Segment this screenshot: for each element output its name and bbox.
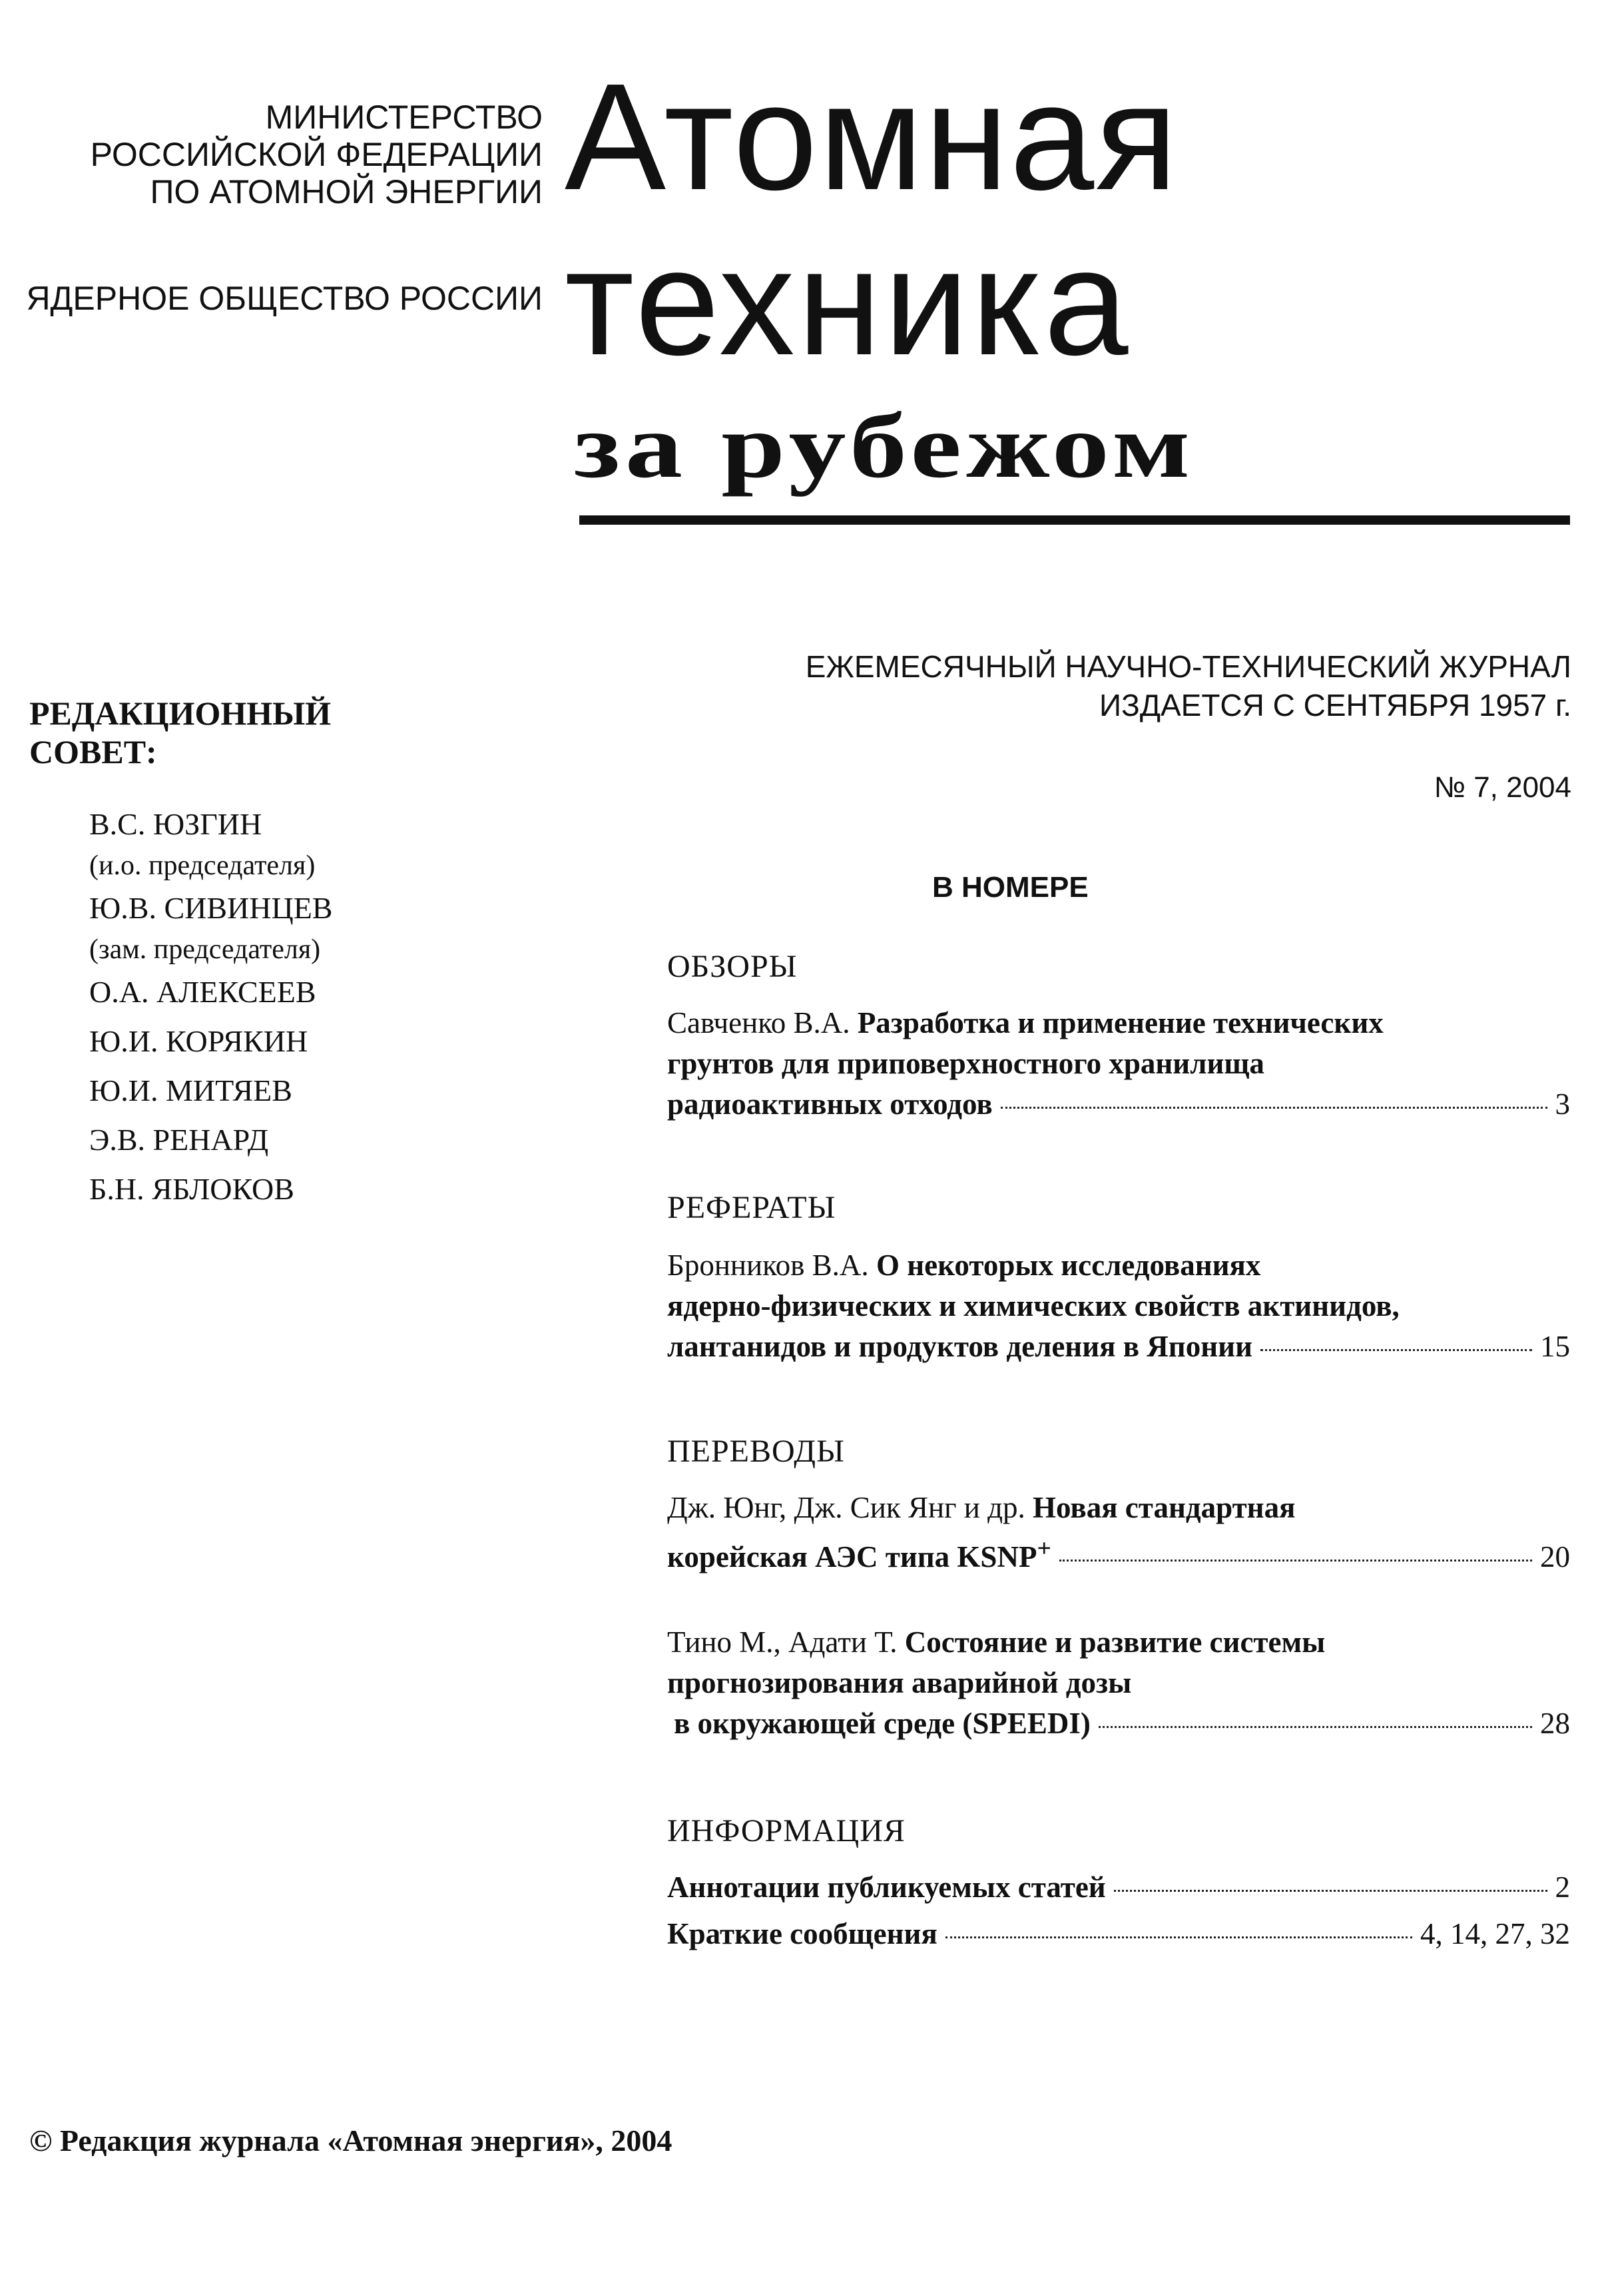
board-member-name: О.А. АЛЕКСЕЕВ (89, 975, 316, 1009)
entry-title: Краткие сообщения (667, 1917, 937, 1950)
journal-info (806, 647, 1571, 724)
entry-author: Савченко В.А. (667, 1006, 850, 1039)
entry-title: ядерно-физических и химических свойств актинидов, (667, 1289, 1400, 1322)
entry-title: О некоторых исследованиях (876, 1249, 1261, 1282)
board-member-role: (и.о. председателя) (89, 850, 316, 881)
contents-entry[interactable] (667, 1622, 1570, 1744)
ministry-name (91, 99, 543, 210)
leader-dots (1099, 1726, 1532, 1728)
entry-page: 28 (1540, 1707, 1570, 1740)
board-title (29, 694, 331, 771)
leader-dots (1114, 1890, 1547, 1892)
ministry-line: МИНИСТЕРСТВО (265, 99, 543, 136)
masthead-rule (579, 515, 1570, 525)
entry-author: Бронников В.А. (667, 1249, 869, 1282)
board-member-name: В.С. ЮЗГИН (89, 807, 262, 841)
board-member-name: Б.Н. ЯБЛОКОВ (89, 1172, 294, 1206)
board-member-name: Ю.И. КОРЯКИН (89, 1024, 308, 1058)
entry-page: 3 (1555, 1087, 1570, 1121)
entry-title: прогнозирования аварийной дозы (667, 1666, 1132, 1699)
ministry-line: РОССИЙСКОЙ ФЕДЕРАЦИИ (90, 136, 543, 173)
entry-title: лантанидов и продуктов деления в Японии (667, 1330, 1253, 1363)
entry-title: радиоактивных отходов (667, 1087, 993, 1121)
contents-entry[interactable] (667, 1488, 1570, 1578)
journal-title-line-2: техника (565, 218, 1131, 387)
entry-title: Новая стандартная (1033, 1491, 1296, 1524)
board-title-line: СОВЕТ: (29, 733, 157, 770)
section-heading: РЕФЕРАТЫ (667, 1190, 836, 1225)
contents-entry[interactable] (667, 1867, 1570, 1908)
entry-page: 4, 14, 27, 32 (1420, 1917, 1570, 1950)
board-list (89, 806, 332, 1213)
entry-title: корейская АЭС типа KSNP (667, 1540, 1037, 1574)
leader-dots (1059, 1560, 1532, 1562)
board-member-name: Ю.И. МИТЯЕВ (89, 1073, 292, 1107)
leader-dots (1260, 1349, 1532, 1351)
entry-title: в окружающей среде (SPEEDI) (674, 1707, 1091, 1740)
journal-since: ИЗДАЕТСЯ С СЕНТЯБРЯ 1957 г. (1099, 688, 1571, 722)
entry-author: Тино М., Адати Т. (667, 1625, 898, 1659)
board-member-name: Ю.В. СИВИНЦЕВ (89, 891, 333, 925)
issue-number: № 7, 2004 (1434, 771, 1571, 804)
leader-dots (1001, 1107, 1547, 1109)
section-heading: ОБЗОРЫ (667, 949, 798, 984)
board-member-name: Э.В. РЕНАРД (89, 1123, 269, 1157)
section-heading: ПЕРЕВОДЫ (667, 1434, 845, 1469)
society-name: ЯДЕРНОЕ ОБЩЕСТВО РОССИИ (26, 280, 543, 317)
journal-title-line-1: Атомная (565, 53, 1179, 222)
ministry-line: ПО АТОМНОЙ ЭНЕРГИИ (150, 173, 543, 210)
entry-title: Разработка и применение технических (857, 1006, 1384, 1039)
entry-page: 2 (1555, 1870, 1570, 1904)
leader-dots (945, 1936, 1412, 1938)
entry-title: грунтов для приповерхностного хранилища (667, 1047, 1264, 1080)
contents-entry[interactable] (667, 1914, 1570, 1954)
entry-title: Состояние и развитие системы (904, 1625, 1326, 1659)
section-heading: ИНФОРМАЦИЯ (667, 1813, 906, 1849)
board-member-role: (зам. председателя) (89, 934, 321, 965)
entry-title: Аннотации публикуемых статей (667, 1870, 1106, 1904)
contents-entry[interactable] (667, 1245, 1570, 1367)
board-title-line: РЕДАКЦИОННЫЙ (29, 695, 332, 732)
contents-title: В НОМЕРЕ (932, 871, 1089, 904)
journal-description: ЕЖЕМЕСЯЧНЫЙ НАУЧНО-ТЕХНИЧЕСКИЙ ЖУРНАЛ (805, 649, 1571, 684)
entry-page: 20 (1540, 1540, 1570, 1574)
entry-author: Дж. Юнг, Дж. Сик Янг и др. (667, 1491, 1025, 1524)
journal-title-line-3: за рубежом (574, 395, 1196, 497)
copyright: © Редакция журнала «Атомная энергия», 2004 (29, 2124, 672, 2157)
entry-title-sup: + (1037, 1535, 1051, 1562)
contents-entry[interactable] (667, 1003, 1570, 1125)
entry-page: 15 (1540, 1330, 1570, 1363)
